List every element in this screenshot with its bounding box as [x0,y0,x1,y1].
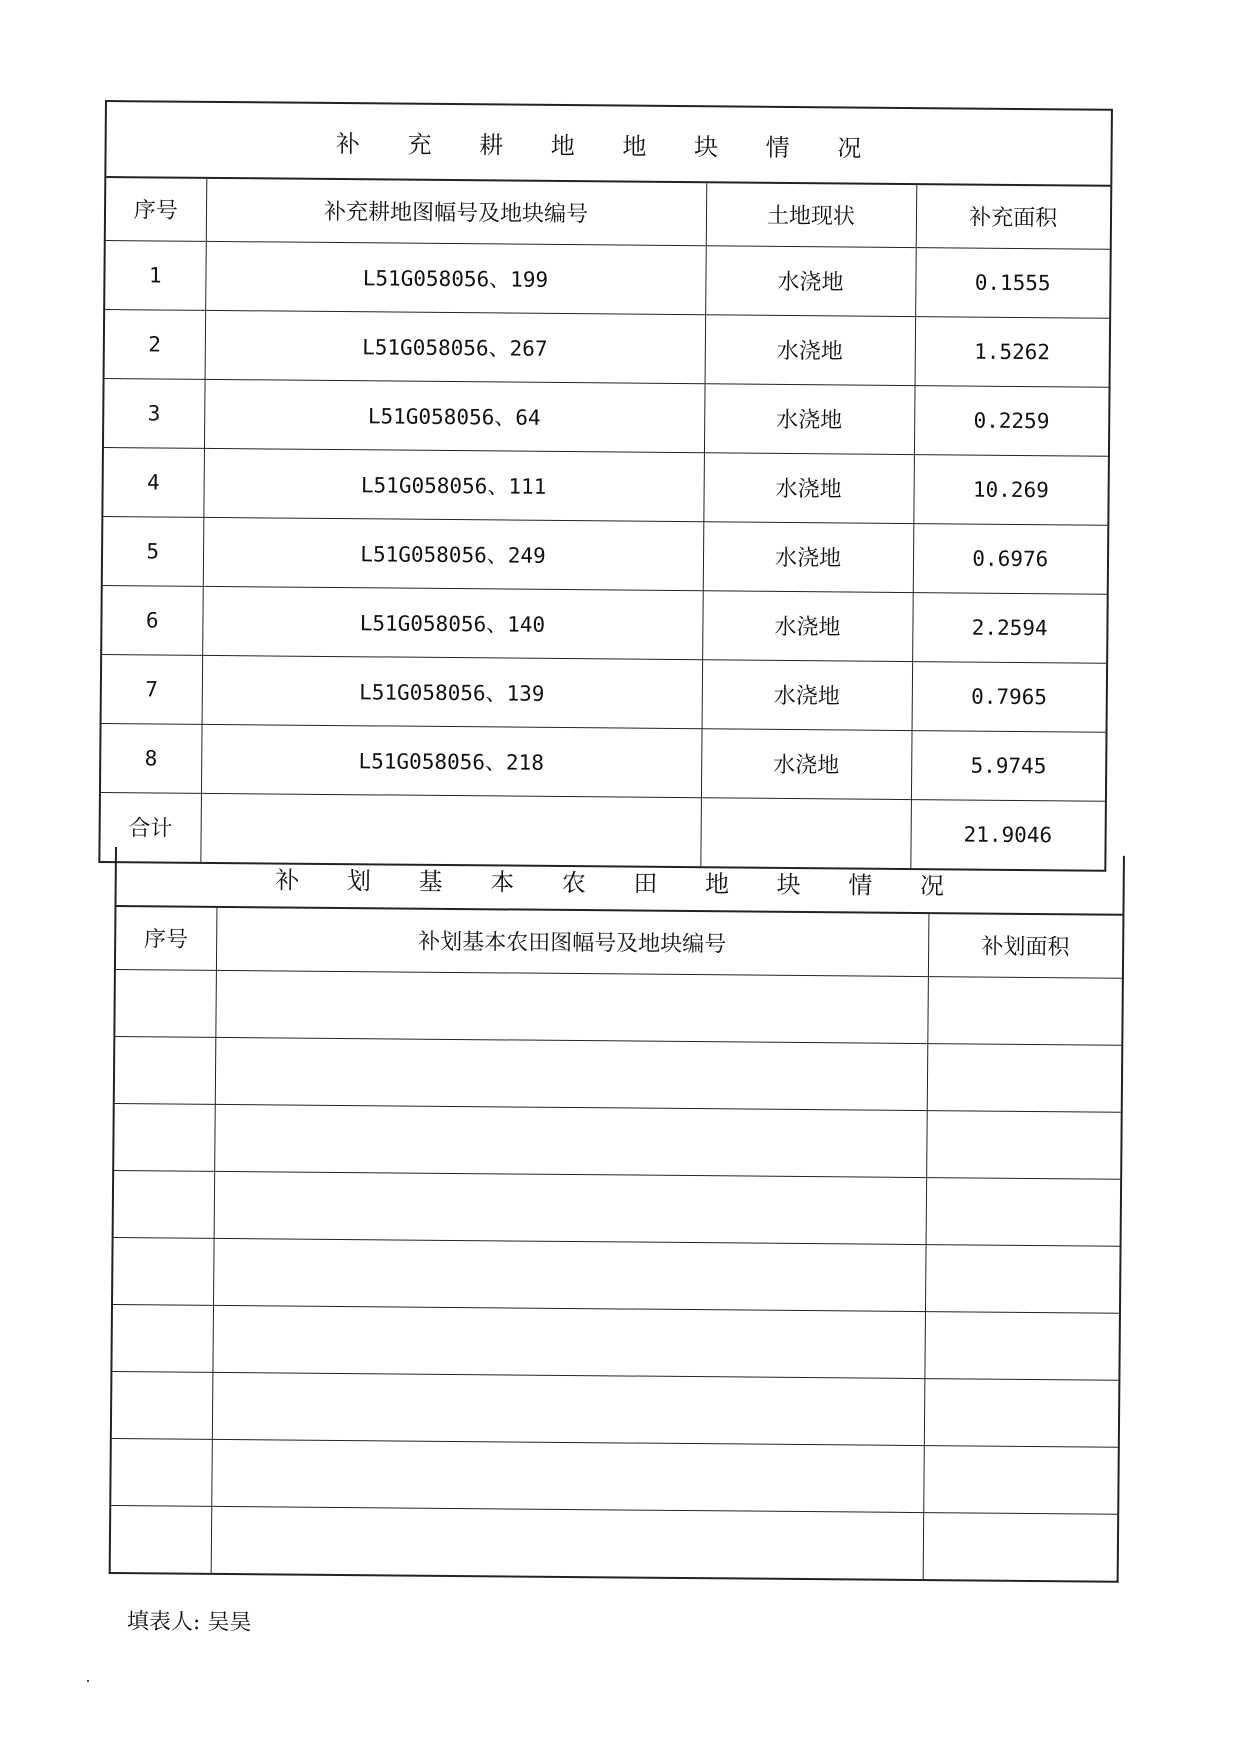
filler-label: 填表人: [126,1609,201,1636]
cell-area: 2.2594 [912,592,1107,663]
cell-seq [114,1103,215,1171]
cell-area: 0.7965 [912,661,1107,732]
cell-seq: 1 [105,240,206,310]
table-row [115,1036,1122,1112]
cell-seq [114,1170,215,1238]
cell-seq: 8 [101,723,202,793]
table-row [111,1505,1118,1581]
cell-map-block [215,1037,928,1110]
cell-area [927,976,1122,1045]
table-row [111,1438,1118,1514]
cell-map-block [211,1439,924,1512]
cell-land-status: 水浇地 [704,383,915,454]
cell-land-status: 水浇地 [702,659,913,730]
header-map-block: 补划基本农田图幅号及地块编号 [216,908,929,976]
table-row [115,969,1122,1045]
cell-map-block [211,1506,924,1579]
table-row [113,1237,1120,1313]
table-row [105,240,1110,318]
cell-map-block: L51G058056、267 [205,310,706,383]
cell-map-block [213,1238,926,1311]
cell-land-status: 水浇地 [702,590,913,661]
cell-seq: 6 [102,585,203,655]
table-row [102,585,1107,663]
cell-seq: 5 [103,516,204,586]
cell-area: 0.2259 [914,385,1109,456]
header-land-status: 土地现状 [706,183,917,247]
table-row [112,1371,1119,1447]
cell-area [927,1043,1122,1112]
table-row [114,1170,1121,1246]
cell-area: 5.9745 [911,730,1106,801]
header-area: 补划面积 [928,914,1123,978]
cell-area [926,1110,1121,1179]
table-row [105,309,1110,387]
table-row [104,378,1109,456]
cell-seq: 7 [102,654,203,724]
cell-land-status: 水浇地 [705,245,916,316]
cell-area [923,1512,1118,1581]
cell-map-block: L51G058056、64 [204,379,705,452]
cell-map-block [214,1171,927,1244]
scan-speck [87,1680,89,1682]
cell-area: 0.6976 [913,523,1108,594]
supplement-basic-farmland-table [111,907,1123,1581]
cell-area [924,1311,1119,1380]
cell-map-block: L51G058056、218 [201,724,702,797]
cell-area [924,1378,1119,1447]
cell-area: 0.1555 [915,247,1110,318]
cell-map-block [212,1372,925,1445]
cell-seq [111,1505,212,1573]
cell-seq: 4 [103,447,204,517]
table-row [101,723,1106,801]
supplement-farmland-table [100,178,1110,870]
cell-map-block [215,970,928,1043]
cell-map-block: L51G058056、249 [203,517,704,590]
cell-map-block [214,1104,927,1177]
cell-map-block: L51G058056、139 [202,655,703,728]
total-label: 合计 [100,792,201,862]
cell-land-status: 水浇地 [701,728,912,799]
cell-area [923,1445,1118,1514]
cell-seq [111,1438,212,1506]
cell-area: 10.269 [913,454,1108,525]
table-header-row [106,178,1111,249]
cell-area: 1.5262 [915,316,1110,387]
cell-map-block [212,1305,925,1378]
cell-seq [115,969,216,1037]
cell-land-status: 水浇地 [703,521,914,592]
cell-land-status: 水浇地 [705,314,916,385]
supplement-basic-farmland-section [109,847,1125,1583]
cell-land-status: 水浇地 [703,452,914,523]
table-row [103,516,1108,594]
filler-name: 吴昊 [207,1610,252,1636]
cell-seq [113,1237,214,1305]
header-seq: 序号 [106,178,207,241]
cell-seq [115,1036,216,1104]
cell-map-block: L51G058056、199 [205,241,706,314]
supplement-basic-farmland-title: 补 划 基 本 农 田 地 块 情 况 [116,847,1122,916]
cell-seq [112,1371,213,1439]
cell-area [925,1244,1120,1313]
table-row [112,1304,1119,1380]
table-row [103,447,1108,525]
header-map-block: 补充耕地图幅号及地块编号 [206,179,707,245]
cell-map-block: L51G058056、140 [202,586,703,659]
table-row [114,1103,1121,1179]
cell-map-block: L51G058056、111 [203,448,704,521]
form-filler [127,1604,252,1636]
cell-area [926,1177,1121,1246]
header-area: 补充面积 [916,185,1111,249]
cell-seq: 2 [105,309,206,379]
supplement-farmland-section [98,100,1113,872]
cell-seq [112,1304,213,1372]
supplement-farmland-title: 补 充 耕 地 地 块 情 况 [106,102,1111,187]
table-row [102,654,1107,732]
header-seq: 序号 [116,907,217,970]
total-area: 21.9046 [910,799,1105,870]
cell-seq: 3 [104,378,205,448]
table-header-row [116,907,1123,978]
